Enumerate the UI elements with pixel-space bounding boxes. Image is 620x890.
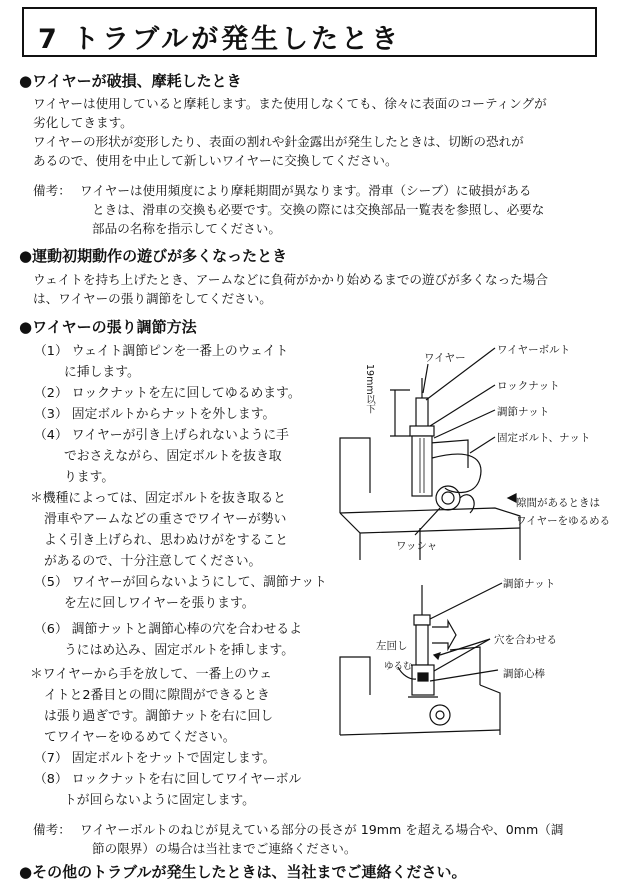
caution-line: てワイヤーをゆるめてください。 bbox=[44, 730, 236, 745]
paragraph-line: 劣化してきます。 bbox=[33, 115, 133, 130]
label-left-turn: 左回し bbox=[376, 640, 408, 652]
label-core-rod: 調節心棒 bbox=[503, 668, 545, 680]
paragraph-line: は、ワイヤーの張り調節をしてください。 bbox=[33, 291, 272, 306]
note-body-2 bbox=[80, 820, 564, 858]
step-line: （1） ウェイト調節ピンを一番上のウェイト bbox=[34, 344, 289, 359]
section-body-wire-damage bbox=[33, 94, 547, 170]
step-line: （4） ワイヤーが引き上げられないように手 bbox=[34, 428, 289, 443]
label-gap-line1: 隙間があるときは bbox=[516, 497, 600, 509]
label-align-holes: 穴を合わせる bbox=[494, 634, 557, 646]
step-line: （6） 調節ナットと調節心棒の穴を合わせるよ bbox=[34, 622, 302, 637]
paragraph-line: ワイヤーの形状が変形したり、表面の割れや針金露出が発生したときは、切断の恐れが bbox=[33, 134, 524, 149]
step-line: に挿します。 bbox=[64, 365, 140, 380]
hole-alignment-figure bbox=[330, 575, 610, 745]
paragraph-line: ウェイトを持ち上げたとき、アームなどに負荷がかかり始めるまでの遊びが多くなった場合 bbox=[33, 272, 548, 287]
note-line: ワイヤーボルトのねじが見えている部分の長さが 19mm を超える場合や、0mm（調 bbox=[80, 822, 564, 837]
paragraph-line: あるので、使用を中止して新しいワイヤーに交換してください。 bbox=[33, 153, 398, 168]
note-body bbox=[80, 181, 544, 238]
section-heading-adjust: ●ワイヤーの張り調節方法 bbox=[19, 318, 197, 336]
note-label-2: 備考： bbox=[33, 822, 71, 837]
note-line: ワイヤーは使用頻度により摩耗期間が異なります。滑車（シーブ）に破損がある bbox=[80, 183, 532, 198]
section-heading-wire-damage: ●ワイヤーが破損、摩耗したとき bbox=[19, 72, 242, 90]
label-gap-line2: ワイヤーをゆるめる bbox=[516, 515, 611, 527]
step-line: トが回らないように固定します。 bbox=[64, 793, 255, 808]
note-line: 部品の名称を指示してください。 bbox=[92, 221, 281, 236]
step-line: （8） ロックナットを右に回してワイヤーボル bbox=[34, 772, 302, 787]
section-body-play bbox=[33, 270, 548, 308]
caution-line: があるので、十分注意してください。 bbox=[44, 554, 262, 569]
caution-line: 滑車やアームなどの重さでワイヤーが勢い bbox=[44, 512, 287, 527]
step-line: （2） ロックナットを左に回してゆるめます。 bbox=[34, 386, 301, 401]
note-line: 節の限界）の場合は当社までご連絡ください。 bbox=[92, 841, 357, 856]
title-box bbox=[22, 7, 597, 57]
caution-line: は張り過ぎです。調節ナットを右に回し bbox=[44, 709, 274, 724]
step-line: （5） ワイヤーが回らないようにして、調節ナット bbox=[34, 575, 327, 590]
caution-line: ＊機種によっては、固定ボルトを抜き取ると bbox=[30, 491, 286, 506]
step-line: （3） 固定ボルトからナットを外します。 bbox=[34, 407, 276, 422]
label-adjust-nut-2: 調節ナット bbox=[503, 578, 556, 590]
label-lock-nut: ロックナット bbox=[497, 380, 560, 392]
page-title: 7 トラブルが発生したとき bbox=[38, 24, 402, 55]
step-line: うにはめ込み、固定ボルトを挿します。 bbox=[64, 643, 295, 658]
section-heading-other: ●その他のトラブルが発生したときは、当社までご連絡ください。 bbox=[19, 863, 467, 881]
label-adjust-nut: 調節ナット bbox=[497, 406, 550, 418]
label-wire: ワイヤー bbox=[424, 352, 466, 364]
note-label: 備考： bbox=[33, 183, 71, 198]
section-heading-play: ●運動初期動作の遊びが多くなったとき bbox=[19, 247, 288, 265]
label-fixing-bolt: 固定ボルト、ナット bbox=[497, 432, 591, 444]
label-wire-bolt: ワイヤーボルト bbox=[497, 344, 571, 356]
label-loosen: ゆるむ bbox=[384, 661, 413, 672]
caution-line: ＊ワイヤーから手を放して、一番上のウェ bbox=[30, 667, 272, 682]
step-line: ります。 bbox=[64, 470, 115, 485]
step-line: を左に回しワイヤーを張ります。 bbox=[64, 596, 255, 611]
step-list bbox=[30, 341, 327, 811]
paragraph-line: ワイヤーは使用していると摩耗します。また使用しなくても、徐々に表面のコーティングが bbox=[33, 96, 547, 111]
caution-line: よく引き上げられ、思わぬけがをすること bbox=[44, 533, 288, 548]
caution-line: イトと2番目との間に隙間ができるとき bbox=[44, 688, 270, 703]
step-line: でおさえながら、固定ボルトを抜き取 bbox=[64, 449, 282, 464]
label-dimension: 19mm以下 bbox=[364, 364, 375, 414]
step-line: （7） 固定ボルトをナットで固定します。 bbox=[34, 751, 276, 766]
label-washer: ワッシャ bbox=[396, 540, 438, 552]
note-line: ときは、滑車の交換も必要です。交換の際には交換部品一覧表を参照し、必要な bbox=[92, 202, 545, 217]
